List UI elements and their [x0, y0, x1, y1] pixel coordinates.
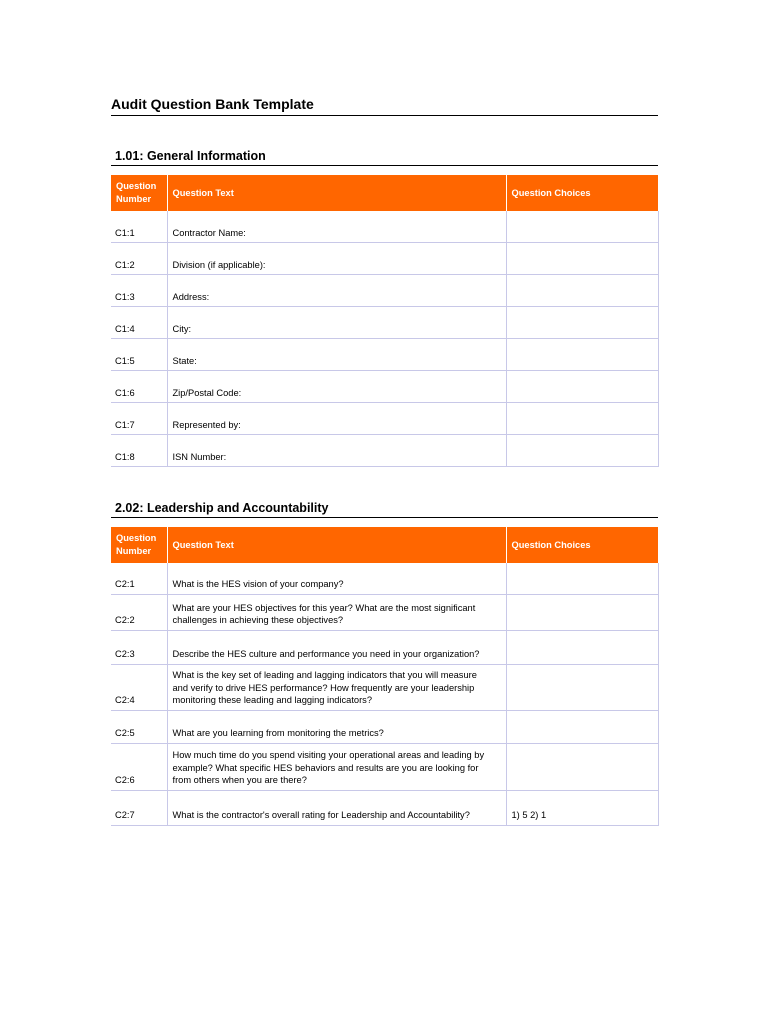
question-number: C2:2	[111, 594, 167, 630]
question-number: C2:1	[111, 563, 167, 594]
table-row	[111, 743, 658, 790]
header-question-choices: Question Choices	[506, 527, 658, 563]
question-number: C1:7	[111, 403, 167, 435]
question-number: C1:1	[111, 211, 167, 243]
question-choices	[506, 664, 658, 710]
header-question-choices: Question Choices	[506, 175, 658, 211]
table-row	[111, 403, 658, 435]
table-row	[111, 664, 658, 710]
table-row	[111, 630, 658, 664]
question-text: Describe the HES culture and performance you need in your organization?	[167, 630, 506, 664]
question-text: Zip/Postal Code:	[167, 371, 506, 403]
question-number: C2:3	[111, 630, 167, 664]
question-text: What are your HES objectives for this year? What are the most significant challenges in achieving these objectives?	[167, 594, 506, 630]
header-question-text: Question Text	[167, 527, 506, 563]
leadership-accountability-table	[111, 527, 659, 826]
question-number: C1:2	[111, 243, 167, 275]
table-row	[111, 371, 658, 403]
question-choices	[506, 307, 658, 339]
table-header-row	[111, 175, 658, 211]
question-number: C1:8	[111, 435, 167, 467]
header-question-number: Question Number	[111, 175, 167, 211]
question-choices	[506, 743, 658, 790]
question-number: C2:7	[111, 790, 167, 825]
question-number: C2:5	[111, 710, 167, 743]
question-number: C1:4	[111, 307, 167, 339]
question-text: City:	[167, 307, 506, 339]
question-text: What are you learning from monitoring the metrics?	[167, 710, 506, 743]
table-row	[111, 339, 658, 371]
table-row	[111, 435, 658, 467]
question-choices	[506, 371, 658, 403]
question-text: What is the key set of leading and lagging indicators that you will measure and verify to drive HES performance? How frequently are your leadership monitoring these leading and lagging indicators?	[167, 664, 506, 710]
question-choices	[506, 563, 658, 594]
question-choices	[506, 211, 658, 243]
question-text: State:	[167, 339, 506, 371]
table-row	[111, 594, 658, 630]
document-page	[111, 96, 658, 826]
table-row	[111, 243, 658, 275]
table-row	[111, 790, 658, 825]
question-choices	[506, 275, 658, 307]
general-information-table	[111, 175, 659, 467]
header-question-text: Question Text	[167, 175, 506, 211]
table-header-row	[111, 527, 658, 563]
question-choices	[506, 435, 658, 467]
question-text: Address:	[167, 275, 506, 307]
table-row	[111, 307, 658, 339]
question-choices	[506, 630, 658, 664]
question-text: Represented by:	[167, 403, 506, 435]
question-text: Contractor Name:	[167, 211, 506, 243]
table-row	[111, 563, 658, 594]
question-text: What is the HES vision of your company?	[167, 563, 506, 594]
question-number: C1:6	[111, 371, 167, 403]
question-number: C1:3	[111, 275, 167, 307]
question-number: C2:4	[111, 664, 167, 710]
question-choices: 1) 5 2) 1	[506, 790, 658, 825]
question-text: Division (if applicable):	[167, 243, 506, 275]
document-title: Audit Question Bank Template	[111, 96, 658, 116]
question-number: C2:6	[111, 743, 167, 790]
question-choices	[506, 243, 658, 275]
question-choices	[506, 339, 658, 371]
section-title-leadership-accountability: 2.02: Leadership and Accountability	[111, 501, 658, 518]
question-choices	[506, 594, 658, 630]
question-text: How much time do you spend visiting your operational areas and leading by example? What specific HES behaviors and results are you are looking for from others when you are there?	[167, 743, 506, 790]
table-row	[111, 710, 658, 743]
question-text: ISN Number:	[167, 435, 506, 467]
question-choices	[506, 403, 658, 435]
table-row	[111, 211, 658, 243]
question-number: C1:5	[111, 339, 167, 371]
header-question-number: Question Number	[111, 527, 167, 563]
section-title-general-information: 1.01: General Information	[111, 149, 658, 166]
question-choices	[506, 710, 658, 743]
table-row	[111, 275, 658, 307]
question-text: What is the contractor's overall rating for Leadership and Accountability?	[167, 790, 506, 825]
